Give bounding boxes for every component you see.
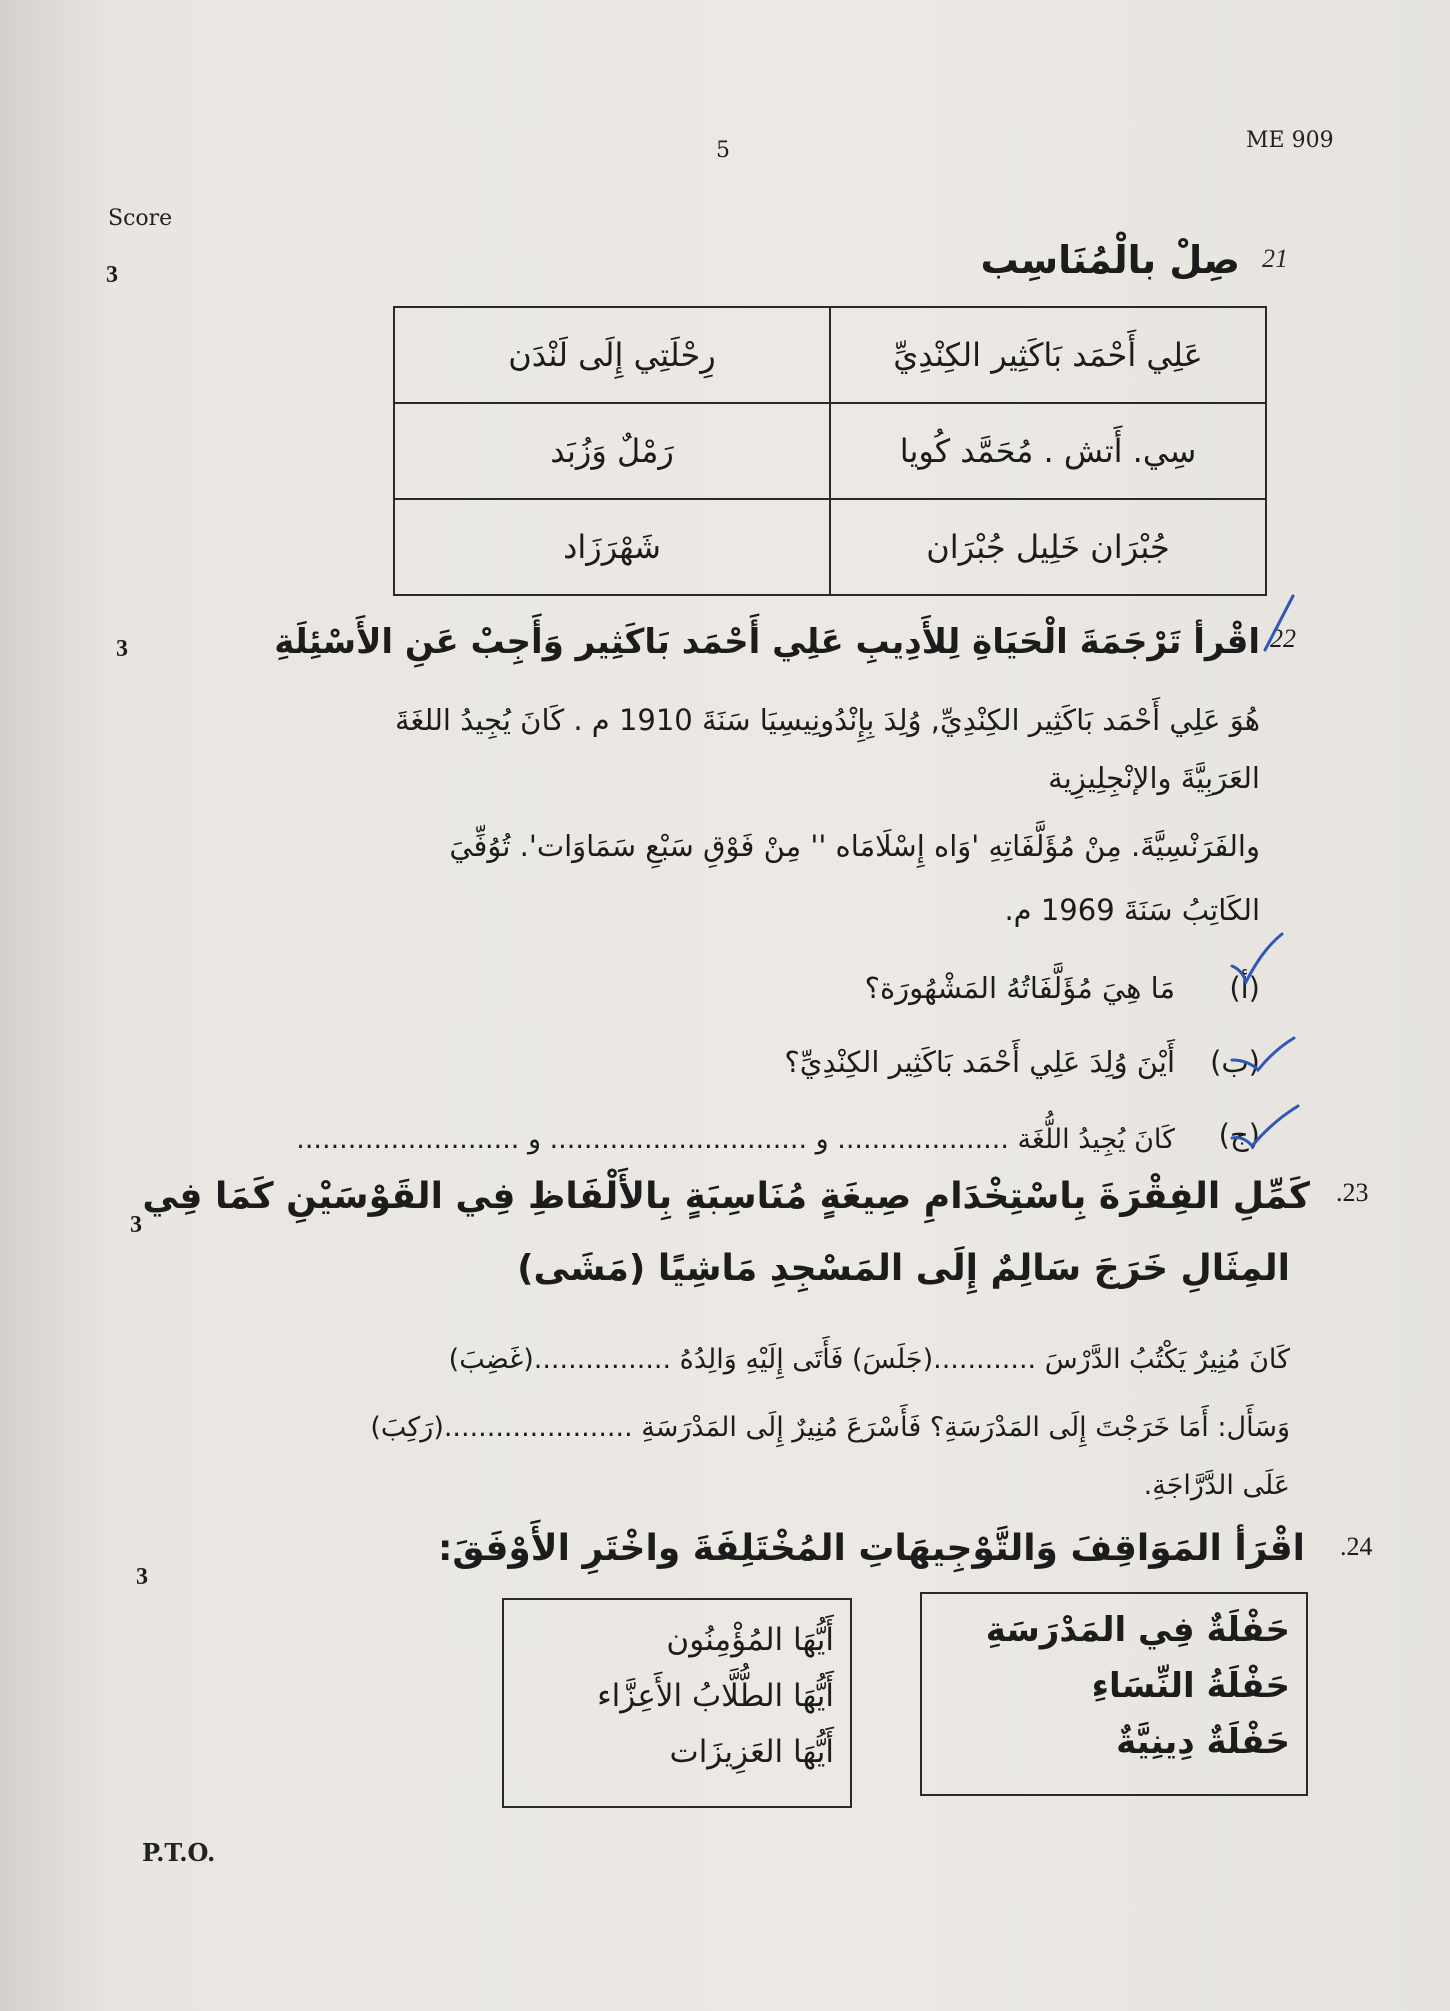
q21-title: صِلْ بالْمُنَاسِب bbox=[980, 238, 1240, 282]
q24-title: اقْرَأ المَوَاقِفَ وَالتَّوْجِيهَاتِ المُخْتَلِفَةَ واخْتَرِ الأَوْفَقَ: bbox=[437, 1528, 1305, 1569]
q23-title-line-1: كَمِّلِ الفِقْرَةَ بِاسْتِخْدَامِ صِيغَةٍ مُنَاسِبَةٍ بِالأَلْفَاظِ فِي القَوْسَيْنِ كَمَا فِي bbox=[142, 1176, 1310, 1217]
q23-number: .23 bbox=[1336, 1178, 1369, 1207]
q22-question-b: أَيْنَ وُلِدَ عَلِي أَحْمَد بَاكَثِير الكِنْدِيِّ؟ bbox=[784, 1045, 1175, 1079]
score-label: Score bbox=[108, 206, 173, 231]
q23-line-3: عَلَى الدَّرَّاجَةِ. bbox=[1143, 1470, 1290, 1501]
q21-score: 3 bbox=[106, 262, 118, 288]
q22-title: اقْرأ تَرْجَمَةَ الْحَيَاةِ لِلأَدِيبِ عَلِي أَحْمَد بَاكَثِير وَأَجِبْ عَنِ الأَسْئِلَةِ bbox=[274, 622, 1260, 662]
situations-box bbox=[920, 1592, 1308, 1796]
q24-number: .24 bbox=[1340, 1532, 1373, 1561]
q21-number: 21 bbox=[1262, 244, 1288, 273]
q23-line-1: كَانَ مُنِيرٌ يَكْتُبُ الدَّرْسَ ............(جَلَسَ) فَأَتَى إِلَيْهِ وَالِدُهُ ................(غَضِبَ) bbox=[448, 1344, 1290, 1375]
q22-question-c: كَانَ يُجِيدُ اللُّغَة .................... و .............................. و .......................... bbox=[296, 1124, 1175, 1155]
q22-label-b: (ب) bbox=[1210, 1045, 1260, 1079]
q22-para-line-4: الكَاتِبُ سَنَةَ 1969 م. bbox=[1004, 893, 1260, 927]
list-item: أَيُّهَا الطُّلَّابُ الأَعِزَّاء bbox=[597, 1678, 834, 1714]
check-mark-icon bbox=[1228, 1100, 1303, 1160]
q22-question-a: مَا هِيَ مُؤَلَّفَاتُهُ المَشْهُورَة؟ bbox=[864, 971, 1175, 1005]
table-row bbox=[394, 499, 1266, 595]
q24-score: 3 bbox=[136, 1564, 148, 1590]
check-mark-icon bbox=[1228, 930, 1288, 990]
handwritten-slash-mark bbox=[1255, 590, 1305, 660]
exam-code: ME 909 bbox=[1246, 128, 1334, 153]
check-mark-icon bbox=[1228, 1030, 1298, 1080]
list-item: حَفْلَةٌ فِي المَدْرَسَةِ bbox=[985, 1610, 1290, 1650]
q22-label-a: (أ) bbox=[1229, 971, 1260, 1005]
page-number: 5 bbox=[716, 138, 730, 163]
list-item: أَيُّهَا المُؤْمِنُون bbox=[666, 1622, 834, 1658]
q23-title-line-2: المِثَالِ خَرَجَ سَالِمٌ إِلَى المَسْجِدِ مَاشِيًا (مَشَى) bbox=[517, 1248, 1290, 1289]
list-item: حَفْلَةٌ دِينِيَّةٌ bbox=[1116, 1722, 1290, 1762]
table-row bbox=[394, 403, 1266, 499]
q22-number: 22 bbox=[1270, 624, 1296, 653]
table-cell-right: جُبْرَان خَلِيل جُبْرَان bbox=[830, 499, 1266, 595]
q22-para-line-3: والفَرَنْسِيَّةَ. مِنْ مُؤَلَّفَاتِهِ 'وَاه إِسْلَامَاه '' مِنْ فَوْقِ سَبْعِ سَمَاوَات'. تُوُفِّيَ bbox=[449, 829, 1260, 863]
table-cell-left: رِحْلَتِي إِلَى لَنْدَن bbox=[394, 307, 830, 403]
list-item: أَيُّهَا العَزِيزَات bbox=[669, 1734, 834, 1770]
table-cell-left: شَهْرَزَاد bbox=[394, 499, 830, 595]
q22-para-line-1: هُوَ عَلِي أَحْمَد بَاكَثِير الكِنْدِيِّ, وُلِدَ بِإِنْدُونِيسِيَا سَنَةَ 1910 م . كَانَ يُجِيدُ اللغَةَ bbox=[394, 703, 1260, 737]
pto-footer: P.T.O. bbox=[142, 1838, 216, 1867]
table-cell-right: سِي. أَتش . مُحَمَّد كُويا bbox=[830, 403, 1266, 499]
table-cell-left: رَمْلٌ وَزُبَد bbox=[394, 403, 830, 499]
table-cell-right: عَلِي أَحْمَد بَاكَثِير الكِنْدِيِّ bbox=[830, 307, 1266, 403]
list-item: حَفْلَةُ النِّسَاءِ bbox=[1091, 1666, 1290, 1706]
q22-para-line-2: العَرَبِيَّةَ والإنْجِلِيزِية bbox=[1048, 761, 1260, 795]
q22-score: 3 bbox=[116, 636, 128, 662]
q23-line-2: وَسَأَل: أَمَا خَرَجْتَ إِلَى المَدْرَسَةِ؟ فَأَسْرَعَ مُنِيرٌ إِلَى المَدْرَسَةِ ......................(رَكِبَ) bbox=[370, 1412, 1290, 1443]
q23-score: 3 bbox=[130, 1212, 142, 1238]
q22-label-c: (ج) bbox=[1218, 1118, 1260, 1152]
addresses-box bbox=[502, 1598, 852, 1808]
matching-table bbox=[393, 306, 1267, 596]
table-row bbox=[394, 307, 1266, 403]
